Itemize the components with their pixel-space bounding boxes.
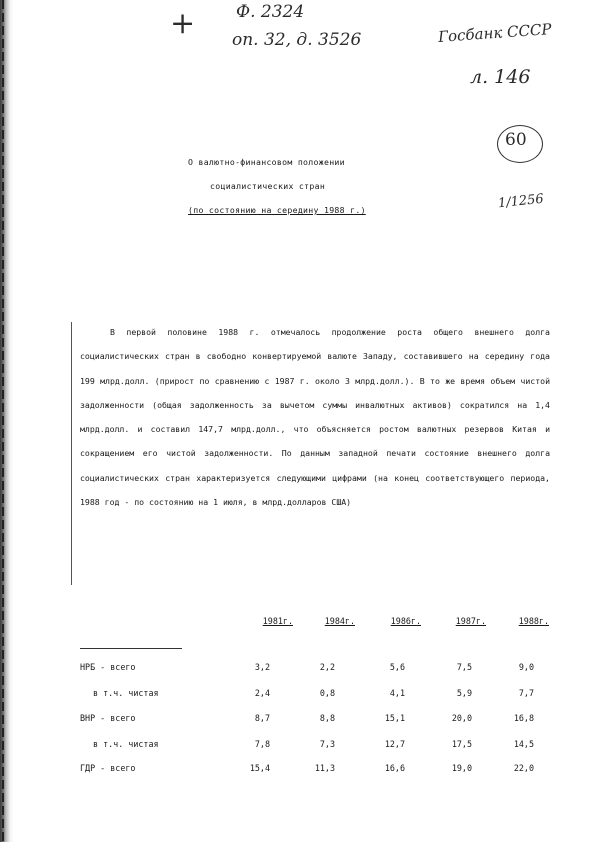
table-row-label: НРБ - всего: [80, 662, 136, 672]
body-paragraph-wrap: [80, 320, 550, 514]
margin-mark: [71, 322, 72, 585]
table-cell: 5,9: [456, 688, 472, 698]
table-cell: 8,7: [254, 713, 270, 723]
table-cell: 9,0: [518, 662, 534, 672]
table-cell: 2,2: [319, 662, 335, 672]
table-cell: 5,6: [389, 662, 405, 672]
table-cell: 7,3: [319, 739, 335, 749]
table-cell: 7,5: [456, 662, 472, 672]
archive-opis: оп. 32, д. 3526: [232, 30, 362, 50]
doc-title-line1: О валютно-финансовом положении: [188, 157, 345, 167]
table-cell: 17,5: [451, 739, 472, 749]
col-header-1981: 1981г.: [262, 616, 293, 626]
archive-list: л. 146: [470, 66, 531, 88]
col-header-1986: 1986г.: [390, 616, 421, 626]
archive-ref: 1/1256: [497, 191, 545, 212]
table-rule: [80, 648, 182, 649]
table-cell: 8,8: [319, 713, 335, 723]
table-cell: 4,1: [389, 688, 405, 698]
table-row-label: ГДР - всего: [80, 763, 136, 773]
col-header-1984: 1984г.: [324, 616, 355, 626]
table-cell: 14,5: [513, 739, 534, 749]
col-header-1988: 1988г.: [518, 616, 549, 626]
col-header-1987: 1987г.: [455, 616, 486, 626]
cross-mark: +: [170, 6, 196, 41]
table-cell: 0,8: [319, 688, 335, 698]
table-row-label: в т.ч. чистая: [93, 688, 159, 698]
table-cell: 16,8: [513, 713, 534, 723]
table-row-label: в т.ч. чистая: [93, 739, 159, 749]
table-row-label: ВНР - всего: [80, 713, 136, 723]
binding-edge: [0, 0, 14, 842]
sheet-number: 60: [505, 130, 527, 150]
table-cell: 3,2: [254, 662, 270, 672]
table-cell: 15,4: [249, 763, 270, 773]
table-cell: 22,0: [513, 763, 534, 773]
archive-fond: Ф. 2324: [236, 2, 305, 22]
doc-title-line2: социалистических стран: [210, 181, 326, 191]
table-cell: 15,1: [384, 713, 405, 723]
table-cell: 11,3: [314, 763, 335, 773]
archive-institution: Госбанк СССР: [437, 20, 553, 46]
table-cell: 7,7: [518, 688, 534, 698]
table-cell: 12,7: [384, 739, 405, 749]
body-paragraph: В первой половине 1988 г. отмечалось продолжение роста общего внешнего долга социалистических стран в свободно конвертируемой валюте Западу, составившего на середину года 199 млрд.долл. (прирост по сравнению с 1987 г. около 3 млрд.долл.). В то же время объем чистой задолженности (общая задолженность за вычетом суммы инвалютных активов) сократился на 1,4 млрд.долл. и составил 147,7 млрд.долл., что объясняется ростом валютных резервов Китая и сокращением его чистой задолженности. По данным западной печати состояние внешнего долга социалистических стран характеризуется следующими цифрами (на конец соответствующего периода, 1988 год - по состоянию на 1 июля, в млрд.долларов США): [80, 327, 550, 508]
table-cell: 2,4: [254, 688, 270, 698]
table-cell: 19,0: [451, 763, 472, 773]
table-cell: 7,8: [254, 739, 270, 749]
table-cell: 16,6: [384, 763, 405, 773]
doc-title-line3: (по состоянию на середину 1988 г.): [188, 205, 366, 215]
table-cell: 20,0: [451, 713, 472, 723]
